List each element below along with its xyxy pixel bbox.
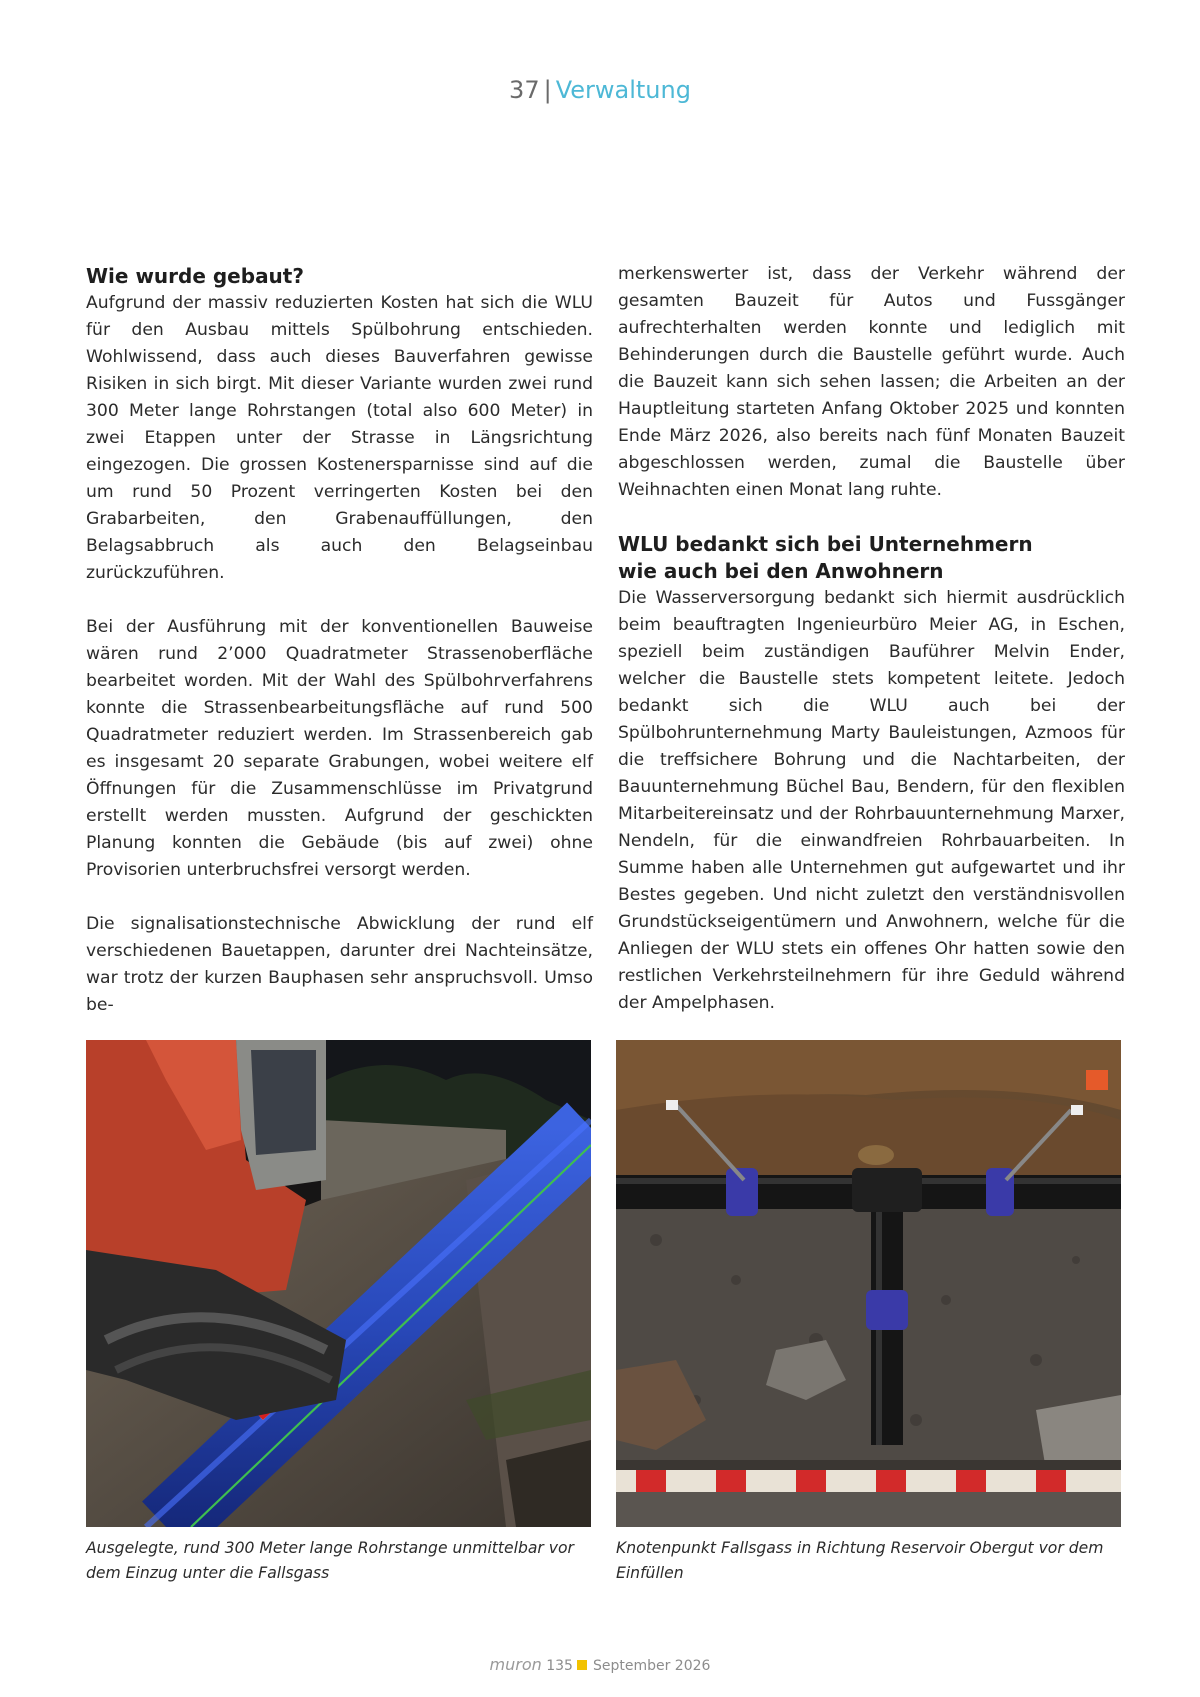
paragraph: Die signalisationstechnische Abwicklung der rund elf verschiedenen Bauetappen, darunter drei Nachteinsätze, war trotz der kurzen Bauphasen sehr anspruchsvoll. Umso be- — [86, 914, 593, 1015]
footer-square-icon — [577, 1660, 587, 1670]
section-heading-thanks — [618, 531, 1125, 585]
paragraph: merkenswerter ist, dass der Verkehr während der gesamten Bauzeit für Autos und Fussgänger aufrechterhalten werden konnte und lediglich mit Behinderungen durch die Baustelle geführt wurde. Auch die Bauzeit kann sich sehen lassen; die Arbeiten an der Hauptleitung starteten Anfang Oktober 2025 und konnten Ende März 2026, also bereits nach fünf Monaten Bauzeit abgeschlossen werden, zumal die Baustelle über Weihnachten einen Monat lang ruhte. — [618, 264, 1125, 500]
heading-line: wie auch bei den Anwohnern — [618, 559, 944, 583]
left-column — [86, 263, 593, 1019]
page-header — [0, 74, 1200, 106]
magazine-brand: muron — [489, 1655, 542, 1674]
issue-date: September 2026 — [592, 1658, 711, 1674]
paragraph: Bei der Ausführung mit der konventionellen Bauweise wären rund 2’000 Quadratmeter Strassenoberfläche bearbeitet worden. Mit der Wahl des Spülbohrverfahrens konnte die Strassenbearbeitungsfläche auf rund 500 Quadratmeter reduziert werden. Im Strassenbereich gab es insgesamt 20 separate Grabungen, wobei weitere elf Öffnungen für die Zusammenschlüsse im Privatgrund erstellt werden mussten. Aufgrund der geschickten Planung konnten die Gebäude (bis auf zwei) ohne Provisorien unterbruchsfrei versorgt werden. — [86, 617, 593, 880]
page-number: 37 — [509, 76, 540, 104]
photo-caption-right: Knotenpunkt Fallsgass in Richtung Reservoir Obergut vor dem Einfüllen — [616, 1539, 1104, 1582]
heading-line: WLU bedankt sich bei Unternehmern — [618, 532, 1033, 556]
section-title: Verwaltung — [555, 76, 691, 104]
right-column — [618, 261, 1125, 1017]
issue-number: 135 — [546, 1658, 573, 1674]
photo-pipe-junction — [616, 1040, 1121, 1527]
paragraph: Aufgrund der massiv reduzierten Kosten hat sich die WLU für den Ausbau mittels Spülbohrung entschieden. Wohlwissend, dass auch dieses Bauverfahren gewisse Risiken in sich birgt. Mit dieser Variante wurden zwei rund 300 Meter lange Rohrstangen (total also 600 Meter) in zwei Etappen unter der Strasse in Längsrichtung eingezogen. Die grossen Kostenersparnisse sind auf die um rund 50 Prozent verringerten Kosten bei den Grabarbeiten, den Grabenauffüllungen, den Belagsabbruch als auch den Belagseinbau zurückzuführen. — [86, 293, 593, 583]
photo-pipe-on-street — [86, 1040, 591, 1527]
page-footer — [0, 1655, 1200, 1676]
section-heading-how-built: Wie wurde gebaut? — [86, 264, 304, 288]
header-separator: | — [543, 76, 552, 104]
paragraph: Die Wasserversorgung bedankt sich hiermit ausdrücklich beim beauftragten Ingenieurbüro Meier AG, in Eschen, speziell beim zuständigen Bauführer Melvin Ender, welcher die Baustelle stets kompetent leitete. Jedoch bedankt sich die WLU auch bei der Spülbohrunternehmung Marty Bauleistungen, Azmoos für die treffsichere Bohrung und die Nachtarbeiten, der Bauunternehmung Büchel Bau, Bendern, für den flexiblen Mitarbeitereinsatz und der Rohrbauunternehmung Marxer, Nendeln, für die einwandfreien Rohrbauarbeiten. In Summe haben alle Unternehmen gut aufgewartet und ihr Bestes gegeben. Und nicht zuletzt den verständnisvollen Grundstückseigentümern und Anwohnern, welche für die Anliegen der WLU stets ein offenes Ohr hatten sowie den restlichen Verkehrsteilnehmern für ihre Geduld während der Ampelphasen. — [618, 588, 1125, 1013]
photo-caption-left: Ausgelegte, rund 300 Meter lange Rohrstange unmittelbar vor dem Einzug unter die Fallsgass — [86, 1539, 574, 1582]
